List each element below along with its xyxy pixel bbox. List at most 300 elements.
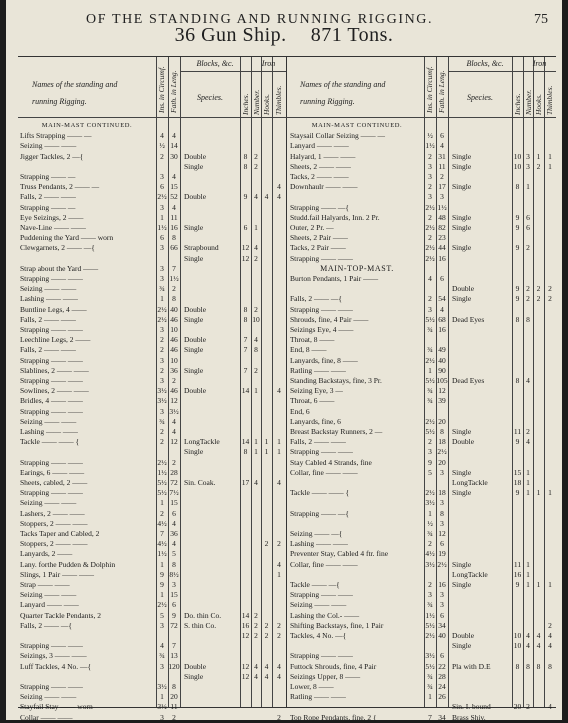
block-inches: 14 [241,610,250,620]
fathoms-value: 54 [438,294,446,304]
rigging-name: Seizings Upper, 8 —— [290,671,361,681]
rigging-name: Top Rope Pendants, fine, 2 { [290,712,377,722]
block-species: Dead Eyes [452,376,485,385]
col-blocks-header: Blocks, &c. [196,59,234,68]
iron-thimbles: 4 [277,671,281,681]
rigging-name: Strapping —— —— [20,641,83,651]
circumference-value: 2½ [157,192,167,202]
rigging-name: Seizing —— —— [20,416,77,426]
rigging-name: Lashing the Col.- —— [290,610,360,620]
circumference-value: 3½ [157,682,167,691]
rigging-name: Falls, 2 —— —{ [290,294,342,304]
block-number: 1 [254,437,258,447]
iron-hooks: 4 [264,671,269,681]
iron-thimbles: 1 [277,569,281,579]
iron-hooks: 1 [536,151,541,161]
fathoms-value: 3½ [169,406,179,416]
block-inches: 7 [243,345,248,355]
rigging-name: Stayfail Stay —— worn [20,702,93,712]
circumference-value: 2 [160,335,164,345]
block-species: Single [184,365,204,375]
rigging-name: Strapping —— —— [20,355,83,365]
rigging-name: Slings, 1 Pair —— —— [20,569,94,579]
iron-hooks: 1 [536,488,541,498]
block-species: Single [452,243,472,253]
rigging-name: Collar —— —— [20,712,73,722]
block-inches: 16 [513,569,522,579]
circumference-value: 4½ [157,518,167,528]
block-number: 1 [526,488,530,498]
block-species: Double [184,661,207,671]
block-number: 2 [254,365,258,375]
block-inches: 18 [513,478,522,487]
block-species: Double [184,192,207,202]
iron-hooks: 2 [264,620,269,630]
fathoms-value: 28 [438,671,446,681]
iron-thimbles: 2 [277,631,281,640]
block-number: 2 [254,620,258,630]
fathoms-value: 40 [438,355,446,365]
circumference-value: 2 [160,151,164,161]
rigging-name: Nave-Line —— —— [20,223,86,232]
fathoms-value: 2 [172,284,176,294]
block-inches: 9 [515,212,520,222]
circumference-value: 2½ [425,223,435,232]
rigging-name: Strapping —— —— [290,304,353,314]
circumference-value: 2 [428,437,432,447]
rigging-name: Falls, 2 —— —— [20,345,76,355]
rigging-name: Strapping —— —— [290,447,353,457]
circumference-value: 1 [160,692,164,702]
fathoms-value: 16 [438,253,446,263]
circumference-value: 3½ [157,386,167,396]
block-species: Single [184,671,204,681]
circumference-value: ¾ [427,671,433,681]
rigging-name: Strapping —— —— [290,590,353,600]
circumference-value: ½ [427,131,433,141]
block-number: 4 [254,335,258,345]
block-species: Single [452,559,472,569]
circumference-value: 3½ [157,702,167,712]
circumference-value: 3 [160,274,164,283]
circumference-value: 4½ [425,549,435,559]
fathoms-value: 34 [438,712,446,722]
iron-thimbles: 2 [277,712,281,722]
block-species: Single [452,151,472,161]
block-number: 2 [526,294,530,304]
fathoms-value: 6 [440,539,444,549]
block-inches: 10 [513,161,522,171]
circumference-value: 2½ [157,314,167,324]
circumference-value: 2 [160,508,164,518]
circumference-value: 2 [428,151,432,161]
rigging-name: Bridles, 4 —— —— [20,396,83,406]
rigging-name: Lanyards, 2 —— [20,549,73,559]
rigging-name: Shrouds, fine, 4 Pair —— [290,314,369,324]
rigging-name: Slablines, 2 —— —— [20,365,89,375]
circumference-value: ¾ [427,682,433,691]
circumference-value: 1½ [425,141,435,151]
table-row [18,712,286,723]
circumference-value: 2 [160,345,164,355]
header-rule [180,71,286,72]
fathoms-value: 66 [170,243,178,253]
table-row [286,712,554,723]
block-number: 1 [526,478,530,487]
block-number: 4 [254,243,258,253]
block-inches: 9 [515,223,520,232]
rigging-name: Seizing —— —— [20,284,77,294]
col-species-header: Species. [467,93,493,102]
block-inches: 12 [241,243,250,253]
rigging-name: End, 8 —— [290,345,327,355]
block-inches: 17 [241,478,250,487]
circumference-value: 2½ [425,253,435,263]
block-inches: 20 [513,702,522,712]
block-species: Single [452,161,472,171]
circumference-value: 1 [428,365,432,375]
block-inches: 15 [513,467,522,477]
header-rule [448,71,556,72]
fathoms-value: 1½ [169,274,179,283]
circumference-value: 7 [428,712,432,722]
col-hooks-header: Hooks. [262,93,271,115]
rigging-name: Tacks Taper and Cabled, 2 [20,529,100,538]
fathoms-value: 28 [170,467,178,477]
iron-hooks: 2 [264,631,269,640]
col-names-header: Names of the standing and running Rigging. [300,80,386,106]
circumference-value: 7 [160,529,164,538]
fathoms-value: 36 [170,365,178,375]
block-inches: 9 [515,580,520,589]
rigging-name: Studd.fail Halyards, Inn. 2 Pr. [290,212,380,222]
block-inches: 8 [243,314,248,324]
fathoms-value: 15 [170,498,178,508]
col-iron-header: Iron [261,59,276,68]
fathoms-value: 34 [438,620,446,630]
fathoms-value: 2 [172,376,176,385]
block-inches: 6 [243,223,248,232]
fathoms-value: 30 [170,151,178,161]
block-number: 4 [254,661,258,671]
fathoms-value: 90 [438,365,446,375]
rigging-name: Jigger Tackles, 2 —{ [20,151,84,161]
col-inches-header: Inches. [513,93,522,115]
iron-thimbles: 4 [548,702,552,712]
circumference-value: 2½ [157,457,167,467]
block-inches: 9 [515,437,520,447]
block-species: Single [452,427,472,436]
fathoms-value: 17 [438,182,446,192]
circumference-value: 1 [428,692,432,702]
rigging-name: Buntline Legs, 4 —— [20,304,87,314]
block-species: Do. thin Co. [184,610,222,620]
circumference-value: 2½ [157,304,167,314]
iron-thimbles: 1 [277,447,281,457]
rigging-name: Sheets, 2 —— —— [290,161,351,171]
fathoms-value: 7½ [169,488,179,498]
circumference-value: 1 [160,294,164,304]
fathoms-value: 46 [170,345,178,355]
fathoms-value: 3 [440,467,444,477]
circumference-value: 9 [160,569,164,579]
block-inches: 10 [513,631,522,640]
rigging-table [18,56,556,722]
rigging-name: Lanyard —— —— [20,600,79,610]
col-number-header: Number. [524,89,533,115]
iron-thimbles: 4 [277,192,281,202]
block-inches: 10 [513,151,522,161]
rigging-name: Falls, 2 —— —— [290,437,346,447]
fathoms-value: 105 [436,376,448,385]
circumference-value: 2½ [425,202,435,212]
block-inches: 8 [243,304,248,314]
fathoms-value: 6 [172,508,176,518]
circumference-value: 3½ [157,396,167,406]
block-number: 4 [254,478,258,487]
block-species: Single [452,182,472,192]
fathoms-value: 1½ [437,202,447,212]
rigging-name: Ratling —— —— [290,692,346,702]
circumference-value: 1 [160,559,164,569]
col-names-header: Names of the standing and running Rigging. [32,80,118,106]
iron-thimbles: 2 [548,620,552,630]
fathoms-value: 3 [440,192,444,202]
block-number: 4 [254,671,258,681]
rigging-name: Strapping —— —{ [290,508,350,518]
rigging-name: Halyard, 1 —— —— [290,151,356,161]
fathoms-value: 3 [440,600,444,610]
circumference-value: 1½ [425,610,435,620]
iron-thimbles: 2 [548,284,552,294]
block-number: 1 [526,559,530,569]
block-inches: 12 [241,631,250,640]
rigging-name: Clewgarnets, 2 —— —{ [20,243,95,253]
rigging-name: Falls, 2 —— —— [20,314,76,324]
circumference-value: 3 [160,712,164,722]
fathoms-value: 6 [172,600,176,610]
circumference-value: 2½ [425,488,435,498]
circumference-value: 3 [160,263,164,273]
iron-hooks: 1 [264,447,269,457]
rigging-name: Staysail Collar Seizing —— — [290,131,385,141]
rigging-name: Standing Backstays, fine, 3 Pr. [290,376,382,385]
block-species: Sin. Coak. [184,478,216,487]
fathoms-value: 3 [172,580,176,589]
fathoms-value: 4 [172,416,176,426]
circumference-value: 3 [428,304,432,314]
circumference-value: 2 [160,365,164,375]
fathoms-value: 11 [170,702,178,712]
rigging-name: Seizing —— —{ [290,529,343,538]
block-number: 2 [254,151,258,161]
fathoms-value: 12 [170,396,178,406]
rigging-name: Stay Cabled 4 Strands, fine [290,457,372,467]
rigging-name: Tacks, 2 Pair —— [290,243,346,253]
block-number: 8 [254,345,258,355]
circumference-value: 2½ [425,631,435,640]
fathoms-value: 8 [172,559,176,569]
rigging-name: Tackles, 4 No. —{ [290,631,347,640]
circumference-value: 6 [160,233,164,243]
circumference-value: 3 [428,192,432,202]
rigging-name: MAIN-TOP-MAST. [320,263,394,273]
block-inches: 12 [241,661,250,671]
rigging-name: Strapping —— —— [20,406,83,416]
circumference-value: 5½ [157,488,167,498]
circumference-value: 1 [160,212,164,222]
circumference-value: 3½ [425,498,435,508]
block-inches: 11 [513,559,522,569]
circumference-value: 5½ [425,661,435,671]
block-species: Pla with D.E [452,661,491,671]
block-species: Strapbound [184,243,219,253]
rigging-name: Collar, fine —— —— [290,467,358,477]
col-thimbles-header: Thimbles. [545,85,554,115]
circumference-value: 3 [160,172,164,181]
fathoms-value: 5 [172,549,176,559]
circumference-value: ¾ [159,651,165,661]
block-species: Single [452,641,472,651]
block-inches: 8 [515,661,520,671]
circumference-value: 6 [160,182,164,192]
rigging-name: Strapping —— —— [20,488,83,498]
block-number: 1 [526,182,530,192]
rigging-name: Strapping —— —— [20,325,83,334]
block-number: 2 [526,284,530,294]
fathoms-value: 46 [170,386,178,396]
block-species: Single [184,161,204,171]
rigging-name: Strapping —— —— [20,274,83,283]
fathoms-value: 48 [438,212,446,222]
fathoms-value: 3 [440,518,444,528]
circumference-value: 3 [160,202,164,212]
rigging-name: Strapping —— —— [20,682,83,691]
rigging-name: Seizings, 3 —— —— [20,651,87,661]
iron-thimbles: 2 [277,539,281,549]
iron-thimbles: 4 [277,478,281,487]
rigging-name: Ratling —— —— [290,365,346,375]
fathoms-value: 4 [172,131,176,141]
fathoms-value: 6 [440,131,444,141]
header-bottom-rule [18,117,556,118]
rigging-name: Puddening the Yard —— worn [20,233,114,243]
col-thimbles-header: Thimbles. [274,85,283,115]
rigging-name: Luff Tackles, 4 No. —{ [20,661,92,671]
iron-thimbles: 4 [548,641,552,651]
circumference-value: 1½ [157,223,167,232]
circumference-value: 3 [160,620,164,630]
book-page [6,0,562,720]
fathoms-value: 39 [438,396,446,406]
fathoms-value: 10 [170,325,178,334]
page-number: 75 [534,12,548,27]
iron-hooks: 2 [264,539,269,549]
block-species: Single [452,223,472,232]
rigging-name: Lashing —— —— [290,539,348,549]
circumference-value: 2 [428,294,432,304]
circumference-value: 3 [160,243,164,253]
fathoms-value: 8½ [169,569,179,579]
circumference-value: 2 [160,437,164,447]
fathoms-value: 22 [438,661,446,671]
circumference-value: 2 [428,233,432,243]
fathoms-value: 8 [440,508,444,518]
circumference-value: ¾ [159,416,165,426]
circumference-value: 3 [160,376,164,385]
block-inches: 9 [515,488,520,498]
col-fath-header: Fath. in Leng. [437,70,446,113]
circumference-value: 4 [428,274,432,283]
block-number: 2 [254,610,258,620]
fathoms-value: 52 [170,192,178,202]
fathoms-value: 20 [170,692,178,702]
block-species: LongTackle [452,478,488,487]
fathoms-value: 20 [438,416,446,426]
rigging-name: Quarter Tackle Pendants, 2 [20,610,101,620]
iron-thimbles: 2 [548,294,552,304]
block-species: Double [184,304,207,314]
block-inches: 10 [513,641,522,651]
rigging-name: Seizing —— —— [20,692,77,702]
circumference-value: 5½ [425,376,435,385]
fathoms-value: 24 [438,682,446,691]
block-species: Single [452,580,472,589]
rigging-name: Burton Pendants, 1 Pair —— [290,274,379,283]
fathoms-value: 14 [170,141,178,151]
circumference-value: 9 [428,457,432,467]
block-inches: 8 [515,182,520,192]
circumference-value: 2 [428,212,432,222]
fathoms-value: 6 [440,610,444,620]
block-number: 4 [526,641,530,651]
circumference-value: 3 [428,172,432,181]
iron-hooks: 8 [536,661,541,671]
block-species: Single [184,314,204,324]
block-number: 3 [526,161,530,171]
fathoms-value: 12 [170,437,178,447]
iron-thimbles: 4 [277,559,281,569]
block-inches: 8 [515,314,520,324]
rigging-name: Truss Pendants, 2 —— — [20,182,100,192]
rigging-name: Strapping —— —{ [290,202,350,212]
block-inches: 8 [515,376,520,385]
col-species-header: Species. [197,93,223,102]
block-species: Single [184,223,204,232]
circumference-value: 3 [428,590,432,600]
fathoms-value: 12 [438,386,446,396]
circumference-value: 5½ [425,427,435,436]
block-number: 2 [254,161,258,171]
rigging-name: Stoppers, 2 —— —— [20,518,88,528]
rigging-name: Sheets, cabled, 2 —— [20,478,88,487]
block-inches: 12 [241,671,250,681]
col-circ-header: Ins. in Circumf. [157,66,166,113]
circumference-value: 5½ [425,620,435,630]
ship-title [6,24,562,47]
block-inches: 12 [241,253,250,263]
iron-thimbles: 1 [277,437,281,447]
rigging-name: Strapping —— —— [20,457,83,467]
circumference-value: 4 [160,641,164,651]
block-number: 1 [526,580,530,589]
col-inches-header: Inches. [241,93,250,115]
circumference-value: 2 [160,427,164,436]
block-inches: 9 [515,243,520,253]
ship-tons: 871 Tons. [310,24,394,46]
circumference-value: 1 [428,508,432,518]
circumference-value: 2½ [425,416,435,426]
